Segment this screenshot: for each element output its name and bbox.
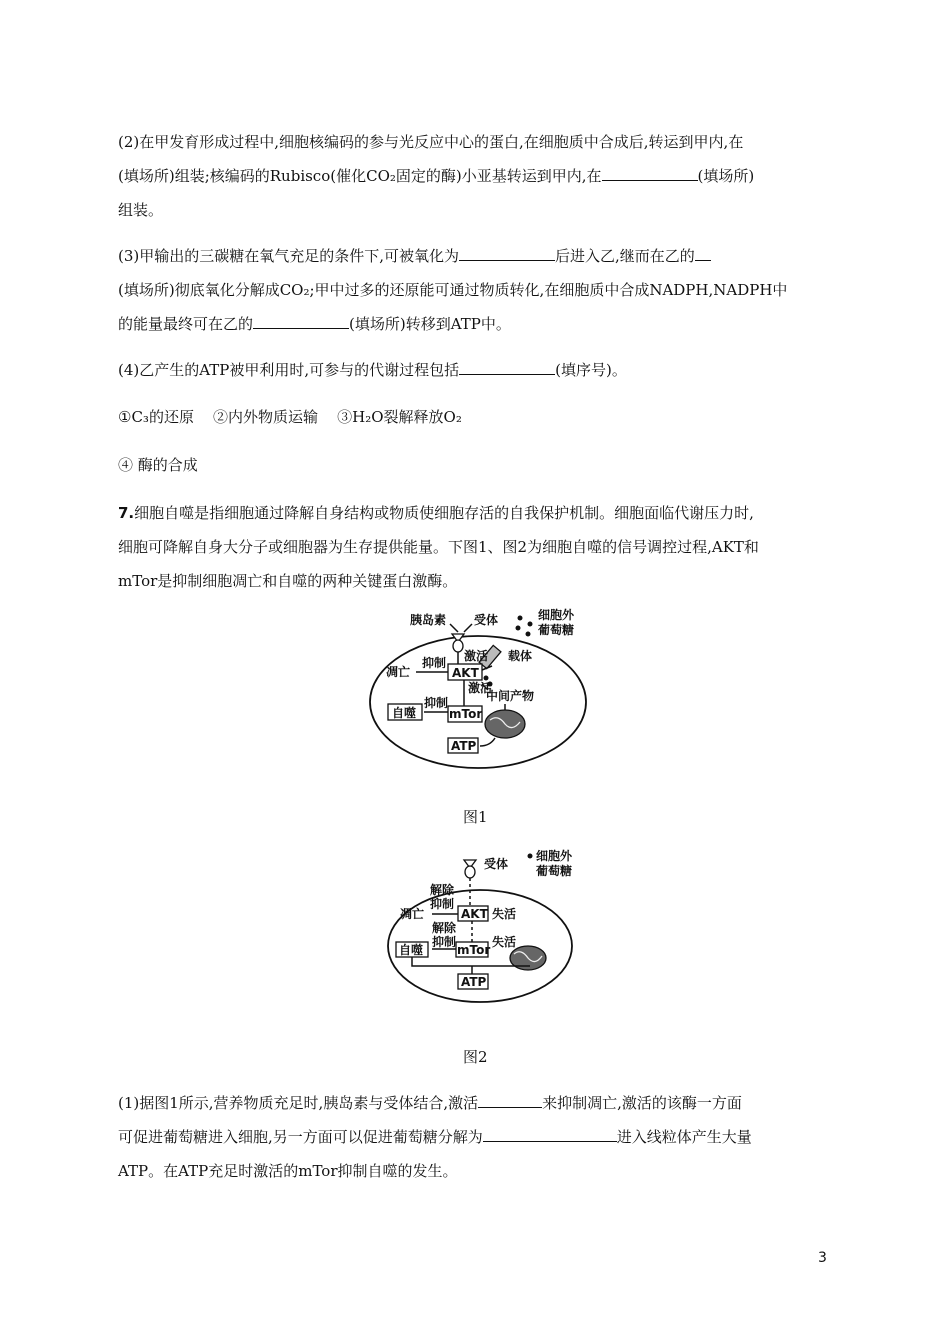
glucose-dot-icon	[484, 676, 489, 681]
akt-label: AKT	[461, 907, 488, 921]
question-number: 7.	[118, 504, 135, 522]
extracellular-glucose-label-1: 细胞外	[538, 608, 575, 622]
q7-intro-line2: 细胞可降解自身大分子或细胞器为生存提供能量。下图1、图2为细胞自噬的信号调控过程,AKT和	[118, 538, 759, 556]
q6-part2-line2: (填场所)组装;核编码的Rubisco(催化CO₂固定的酶)小亚基转运到甲内,在 (填场所)	[118, 167, 755, 185]
q6-part2-line3: 组装。	[118, 201, 164, 219]
glucose-dot-icon	[526, 632, 531, 637]
carrier-label: 载体	[508, 649, 533, 663]
intermediate-label: 中间产物	[486, 689, 535, 703]
receptor-label: 受体	[484, 857, 509, 871]
receptor-base-icon	[453, 640, 463, 652]
q6-part2-line1: (2)在甲发育形成过程中,细胞核编码的参与光反应中心的蛋白,在细胞质中合成后,转运到甲内,在	[118, 133, 744, 151]
option-4: ④ 酶的合成	[118, 456, 198, 474]
extracellular-glucose-label-2: 葡萄糖	[538, 623, 575, 637]
q7-part1-line1: (1)据图1所示,营养物质充足时,胰岛素与受体结合,激活 来抑制凋亡,激活的该酶一方面	[118, 1094, 742, 1112]
autophagy-label: 自噬	[399, 943, 424, 957]
relieve-label-2a: 解除	[432, 921, 457, 935]
q6-part4-line1: (4)乙产生的ATP被甲利用时,可参与的代谢过程包括 (填序号)。	[118, 361, 627, 379]
figure-2-caption: 图2	[463, 1048, 488, 1066]
page-number: 3	[818, 1250, 827, 1266]
option-1: ①C₃的还原	[118, 408, 194, 426]
option-3: ③H₂O裂解释放O₂	[337, 408, 462, 426]
apoptosis-label: 凋亡	[400, 907, 425, 921]
atp-label: ATP	[451, 739, 477, 753]
relieve-label-2b: 抑制	[432, 935, 457, 949]
answer-blank[interactable]	[602, 166, 698, 181]
glucose-dot-icon	[528, 854, 533, 859]
glucose-dot-icon	[516, 626, 521, 631]
option-2: ②内外物质运输	[213, 408, 319, 426]
q6-options	[118, 407, 838, 427]
activate-label-2: 激活	[468, 681, 493, 695]
q7-part1-line2: 可促进葡萄糖进入细胞,另一方面可以促进葡萄糖分解为 进入线粒体产生大量	[118, 1128, 752, 1146]
mtor-label: mTor	[457, 943, 491, 957]
mtor-label: mTor	[449, 707, 483, 721]
receptor-label: 受体	[474, 613, 499, 627]
answer-blank[interactable]	[695, 246, 711, 261]
q6-part3-line1: (3)甲输出的三碳糖在氧气充足的条件下,可被氧化为 后进入乙,继而在乙的	[118, 246, 838, 266]
q7-part1-line3: ATP。在ATP充足时激活的mTor抑制自噬的发生。	[118, 1162, 458, 1180]
figure-1-caption: 图1	[463, 808, 488, 826]
answer-blank[interactable]	[478, 1093, 542, 1108]
inactive-label-2: 失活	[492, 935, 517, 949]
q6-part3-line3: 的能量最终可在乙的 (填场所)转移到ATP中。	[118, 315, 511, 333]
inhibit-label-2: 抑制	[424, 696, 449, 710]
q6-part3-line2: (填场所)彻底氧化分解成CO₂;甲中过多的还原能可通过物质转化,在细胞质中合成NADPH,NADPH中	[118, 281, 788, 299]
akt-label: AKT	[452, 666, 479, 680]
extracellular-glucose-label-1: 细胞外	[536, 849, 573, 863]
atp-label: ATP	[461, 975, 487, 989]
relieve-label-1a: 解除	[430, 883, 455, 897]
autophagy-label: 自噬	[392, 706, 417, 720]
answer-blank[interactable]	[459, 360, 555, 375]
glucose-dot-icon	[518, 616, 523, 621]
extracellular-glucose-label-2: 葡萄糖	[536, 864, 573, 878]
insulin-arrow	[450, 624, 458, 632]
figure-1-diagram	[360, 604, 590, 774]
q7-intro-line1: 7.细胞自噬是指细胞通过降解自身结构或物质使细胞存活的自我保护机制。细胞面临代谢压力时,	[118, 504, 754, 522]
answer-blank[interactable]	[253, 314, 349, 329]
glucose-dot-icon	[528, 622, 533, 627]
activate-label-1: 激活	[464, 649, 489, 663]
insulin-label: 胰岛素	[410, 613, 447, 627]
answer-blank[interactable]	[459, 246, 555, 261]
answer-blank[interactable]	[483, 1127, 617, 1142]
inactive-label-1: 失活	[492, 907, 517, 921]
figure-2-diagram	[380, 846, 580, 1006]
receptor-base-icon	[465, 866, 475, 878]
inhibit-label-1: 抑制	[422, 656, 447, 670]
receptor-pointer	[464, 624, 472, 632]
apoptosis-label: 凋亡	[386, 665, 411, 679]
relieve-label-1b: 抑制	[430, 897, 455, 911]
q7-intro-line3: mTor是抑制细胞凋亡和自噬的两种关键蛋白激酶。	[118, 572, 458, 590]
